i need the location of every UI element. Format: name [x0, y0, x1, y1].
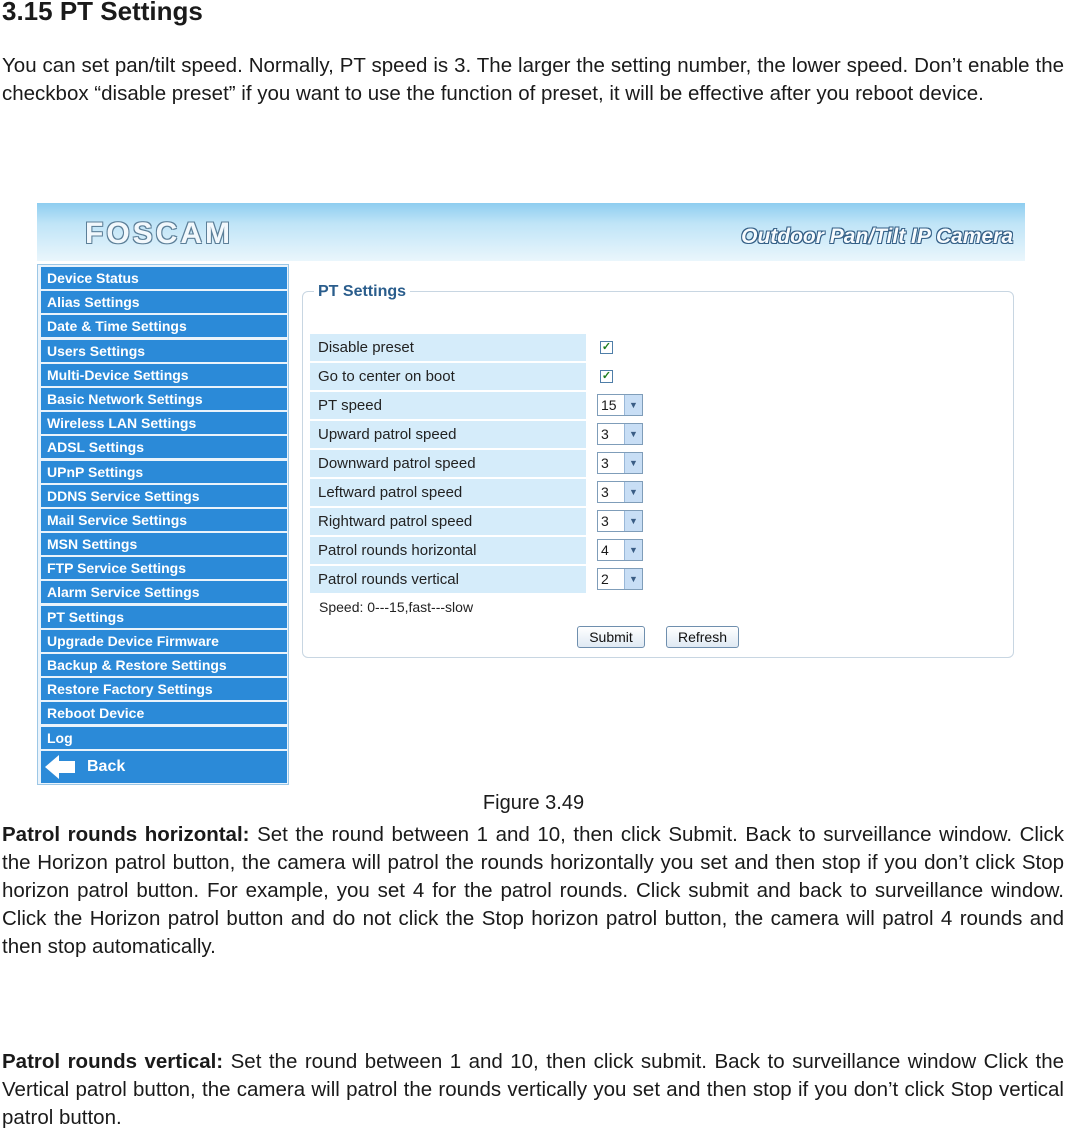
back-label: Back [87, 757, 126, 775]
panel-title: PT Settings [314, 283, 410, 301]
sidebar-item-mail-service-settings[interactable]: Mail Service Settings [41, 509, 287, 531]
intro-paragraph: You can set pan/tilt speed. Normally, PT speed is 3. The larger the setting number, the lower speed. Don’t enable the checkbox “disable preset” if you want to use the function of preset, it will be effective after you reboot device. [2, 54, 1064, 105]
vertical-text: Set the round between 1 and 10, then click submit. Back to surveillance window Click the Vertical patrol button, the camera will patrol the rounds vertically you set and then stop if you don’t click Stop vertical patrol button. [2, 1050, 1064, 1129]
sidebar-item-msn-settings[interactable]: MSN Settings [41, 533, 287, 555]
horizontal-paragraph [2, 821, 1064, 961]
rounds-horizontal-label: Patrol rounds horizontal [310, 537, 586, 564]
sidebar-item-backup-restore-settings[interactable]: Backup & Restore Settings [41, 654, 287, 676]
refresh-button[interactable]: Refresh [666, 626, 739, 648]
leftward-speed-select[interactable] [597, 481, 643, 503]
sidebar-item-pt-settings[interactable]: PT Settings [41, 606, 287, 628]
sidebar-item-multi-device-settings[interactable]: Multi-Device Settings [41, 364, 287, 386]
back-arrow-icon-tail [59, 761, 75, 773]
vertical-term: Patrol rounds vertical: [2, 1050, 224, 1073]
sidebar-item-users-settings[interactable]: Users Settings [41, 340, 287, 362]
rounds-vertical-value: 2 [601, 571, 609, 587]
row-pt-speed [310, 392, 1010, 419]
sidebar-item-reboot-device[interactable]: Reboot Device [41, 702, 287, 724]
chevron-down-icon: ▼ [624, 511, 642, 531]
chevron-down-icon: ▼ [624, 453, 642, 473]
leftward-speed-label: Leftward patrol speed [310, 479, 586, 506]
sidebar-item-date-time-settings[interactable]: Date & Time Settings [41, 315, 287, 337]
vertical-paragraph [2, 1048, 1064, 1132]
row-rounds-horizontal [310, 537, 1010, 564]
back-button[interactable] [41, 751, 287, 783]
sidebar-item-restore-factory-settings[interactable]: Restore Factory Settings [41, 678, 287, 700]
upward-speed-label: Upward patrol speed [310, 421, 586, 448]
speed-hint: Speed: 0---15,fast---slow [319, 599, 474, 615]
row-rounds-vertical [310, 566, 1010, 593]
downward-speed-select[interactable] [597, 452, 643, 474]
sidebar-item-upnp-settings[interactable]: UPnP Settings [41, 461, 287, 483]
chevron-down-icon: ▼ [624, 482, 642, 502]
upward-speed-value: 3 [601, 426, 609, 442]
chevron-down-icon: ▼ [624, 395, 642, 415]
leftward-speed-value: 3 [601, 484, 609, 500]
rightward-speed-label: Rightward patrol speed [310, 508, 586, 535]
row-leftward-speed [310, 479, 1010, 506]
upward-speed-select[interactable] [597, 423, 643, 445]
chevron-down-icon: ▼ [624, 569, 642, 589]
sidebar-item-ddns-service-settings[interactable]: DDNS Service Settings [41, 485, 287, 507]
chevron-down-icon: ▼ [624, 424, 642, 444]
downward-speed-value: 3 [601, 455, 609, 471]
header-banner [37, 203, 1025, 261]
rounds-vertical-select[interactable] [597, 568, 643, 590]
sidebar-item-upgrade-device-firmware[interactable]: Upgrade Device Firmware [41, 630, 287, 652]
figure-caption: Figure 3.49 [482, 792, 585, 814]
rounds-vertical-label: Patrol rounds vertical [310, 566, 586, 593]
submit-button[interactable]: Submit [577, 626, 645, 648]
center-on-boot-label: Go to center on boot [310, 363, 586, 390]
pt-speed-value: 15 [601, 397, 617, 413]
document-title: 3.15 PT Settings [2, 0, 203, 26]
rounds-horizontal-select[interactable] [597, 539, 643, 561]
sidebar-item-device-status[interactable]: Device Status [41, 267, 287, 289]
row-rightward-speed [310, 508, 1010, 535]
product-tagline: Outdoor Pan/Tilt IP Camera [741, 225, 1013, 248]
chevron-down-icon: ▼ [624, 540, 642, 560]
rounds-horizontal-value: 4 [601, 542, 609, 558]
foscam-logo: FOSCAM [85, 217, 233, 250]
horizontal-text: Set the round between 1 and 10, then click Submit. Back to surveillance window. Click the Horizon patrol button, the camera will patrol the rounds horizontally you set and then stop if you don’t click Stop horizon patrol button. For example, you set 4 for the patrol rounds. Click submit and back to surveillance window. Click the Horizon patrol button and do not click the Stop horizon patrol button, the camera will patrol 4 rounds and then stop automatically. [2, 823, 1065, 958]
settings-sidebar [37, 264, 289, 785]
sidebar-item-adsl-settings[interactable]: ADSL Settings [41, 436, 287, 458]
downward-speed-label: Downward patrol speed [310, 450, 586, 477]
rightward-speed-value: 3 [601, 513, 609, 529]
sidebar-item-basic-network-settings[interactable]: Basic Network Settings [41, 388, 287, 410]
row-downward-speed [310, 450, 1010, 477]
sidebar-item-log[interactable]: Log [41, 727, 287, 749]
camera-settings-screenshot [37, 203, 1025, 785]
pt-speed-select[interactable] [597, 394, 643, 416]
pt-speed-label: PT speed [310, 392, 586, 419]
back-arrow-icon [45, 755, 59, 779]
center-on-boot-checkbox[interactable]: ✓ [601, 370, 612, 382]
row-disable-preset [310, 334, 1010, 361]
disable-preset-checkbox[interactable]: ✓ [601, 341, 612, 353]
sidebar-item-wireless-lan-settings[interactable]: Wireless LAN Settings [41, 412, 287, 434]
sidebar-item-alarm-service-settings[interactable]: Alarm Service Settings [41, 581, 287, 603]
disable-preset-label: Disable preset [310, 334, 586, 361]
rightward-speed-select[interactable] [597, 510, 643, 532]
sidebar-item-alias-settings[interactable]: Alias Settings [41, 291, 287, 313]
row-center-on-boot [310, 363, 1010, 390]
sidebar-item-ftp-service-settings[interactable]: FTP Service Settings [41, 557, 287, 579]
horizontal-term: Patrol rounds horizontal: [2, 823, 250, 846]
row-upward-speed [310, 421, 1010, 448]
